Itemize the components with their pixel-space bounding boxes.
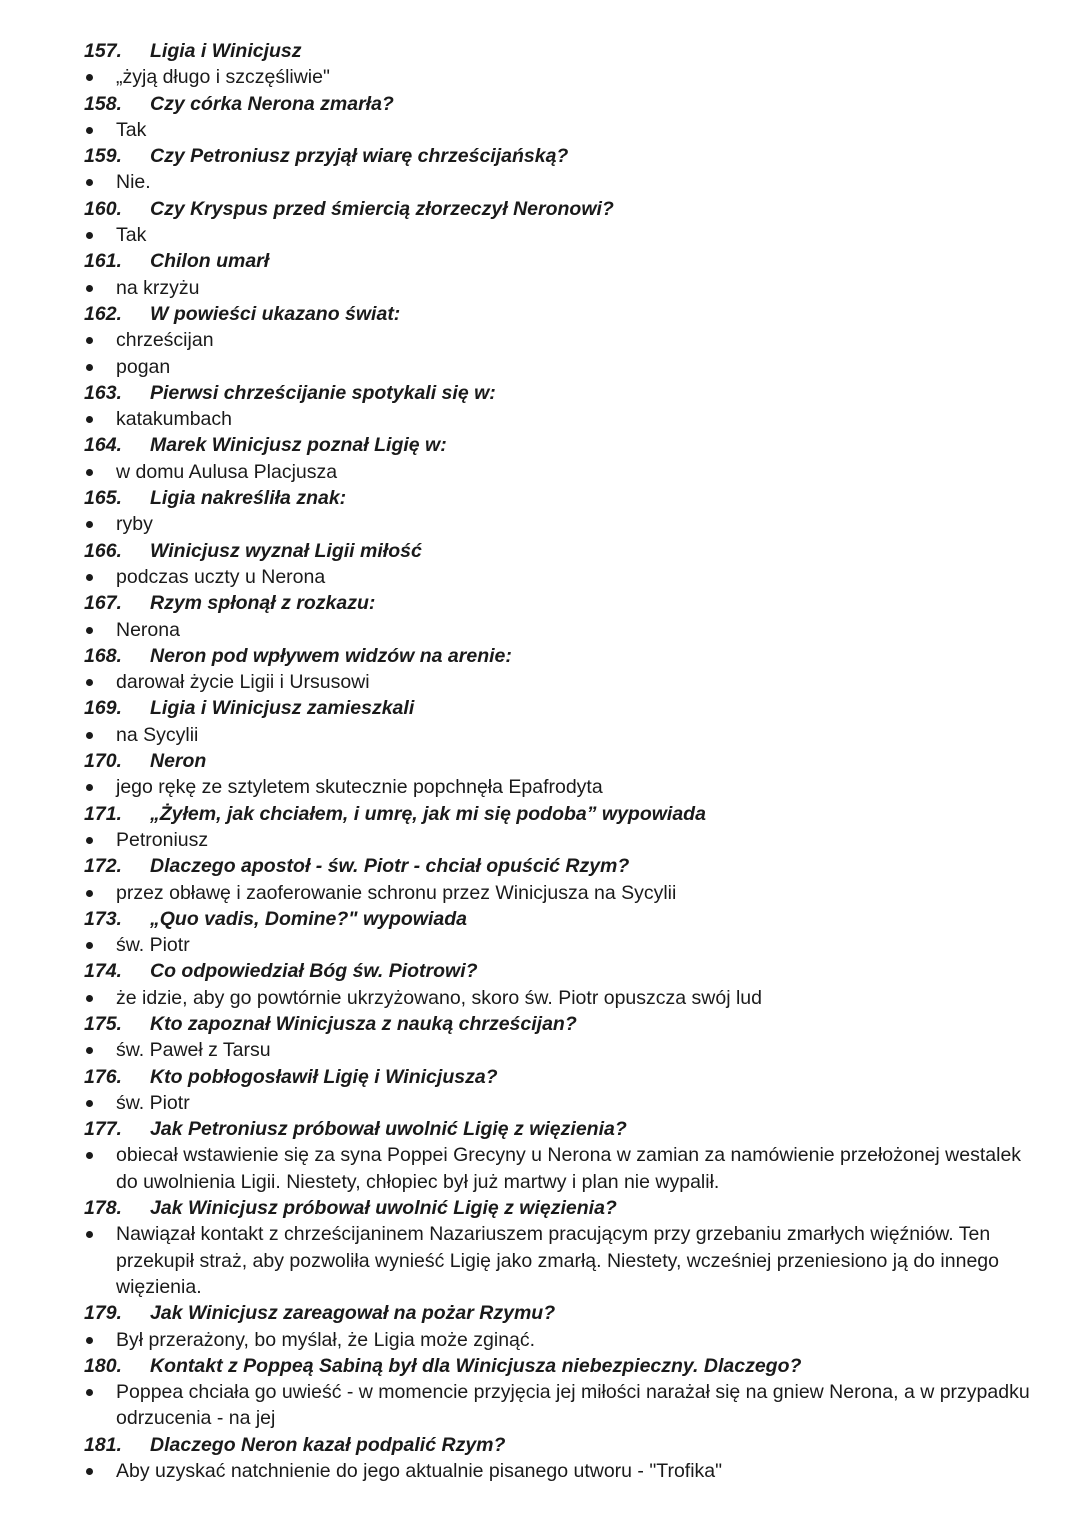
answer-item <box>84 1458 1044 1484</box>
bullet-icon <box>84 275 116 301</box>
bullet-icon <box>84 669 116 695</box>
question-line <box>84 958 1044 984</box>
answer-item <box>84 511 1044 537</box>
answer-text: Nerona <box>116 618 180 641</box>
question-text: Jak Winicjusz próbował uwolnić Ligię z więzienia? <box>150 1197 617 1220</box>
question-text: Co odpowiedział Bóg św. Piotrowi? <box>150 960 478 983</box>
question-text: Jak Petroniusz próbował uwolnić Ligię z więzienia? <box>150 1118 627 1141</box>
answer-item <box>84 932 1044 958</box>
question-number: 174. <box>84 960 122 983</box>
answer-text: św. Paweł z Tarsu <box>116 1039 271 1062</box>
bullet-icon <box>84 774 116 800</box>
answer-item <box>84 1379 1044 1432</box>
question-number: 175. <box>84 1012 122 1035</box>
answer-item <box>84 564 1044 590</box>
bullet-icon <box>84 985 116 1011</box>
question-line <box>84 1195 1044 1221</box>
answer-item <box>84 169 1044 195</box>
question-number: 157. <box>84 40 122 62</box>
question-line <box>84 695 1044 721</box>
answer-item <box>84 827 1044 853</box>
bullet-icon <box>84 406 116 432</box>
question-number: 173. <box>84 907 122 930</box>
question-number: 178. <box>84 1197 122 1220</box>
question-line <box>84 485 1044 511</box>
question-text: Rzym spłonął z rozkazu: <box>150 592 376 615</box>
answer-text: w domu Aulusa Placjusza <box>116 460 338 483</box>
answer-item <box>84 1221 1044 1300</box>
bullet-icon <box>84 932 116 958</box>
answer-text: podczas uczty u Nerona <box>116 565 326 588</box>
answer-text: „żyją długo i szczęśliwie" <box>116 66 330 89</box>
question-text: Jak Winicjusz zareagował na pożar Rzymu? <box>150 1302 556 1325</box>
question-line <box>84 301 1044 327</box>
answer-item <box>84 617 1044 643</box>
question-text: Dlaczego apostoł - św. Piotr - chciał opuścić Rzym? <box>150 855 630 878</box>
bullet-icon <box>84 722 116 748</box>
bullet-icon <box>84 1221 116 1300</box>
question-line <box>84 1064 1044 1090</box>
answer-item <box>84 406 1044 432</box>
answer-text: obiecał wstawienie się za syna Poppei Grecyny u Nerona w zamian za namówienie przełożonej westalek do uwolnienia Ligii. Niestety, chłopiec był już martwy i plan nie wypalił. <box>116 1144 1022 1193</box>
question-number: 168. <box>84 644 122 667</box>
answer-text: na krzyżu <box>116 276 200 299</box>
question-text: Neron <box>150 750 207 773</box>
answer-text: Poppea chciała go uwieść - w momencie przyjęcia jej miłości narażał się na gniew Nerona, a w przypadku odrzucenia - na jej <box>116 1381 1030 1430</box>
question-text: Neron pod wpływem widzów na arenie: <box>150 644 512 667</box>
answer-item <box>84 117 1044 143</box>
question-number: 179. <box>84 1302 122 1325</box>
question-number: 169. <box>84 697 122 720</box>
question-line <box>84 196 1044 222</box>
bullet-icon <box>84 459 116 485</box>
question-text: „Żyłem, jak chciałem, i umrę, jak mi się podoba” wypowiada <box>150 802 706 825</box>
bullet-icon <box>84 354 116 380</box>
question-line <box>84 248 1044 274</box>
answer-text: św. Piotr <box>116 1091 190 1114</box>
question-line <box>84 1353 1044 1379</box>
bullet-icon <box>84 169 116 195</box>
answer-text: Był przerażony, bo myślał, że Ligia może zginąć. <box>116 1328 536 1351</box>
answer-item <box>84 1327 1044 1353</box>
question-line <box>84 853 1044 879</box>
answer-item <box>84 669 1044 695</box>
answer-item <box>84 1142 1044 1195</box>
question-line <box>84 590 1044 616</box>
question-line <box>84 38 1044 64</box>
answer-item <box>84 880 1044 906</box>
question-number: 177. <box>84 1118 122 1141</box>
answer-item <box>84 722 1044 748</box>
question-number: 166. <box>84 539 122 562</box>
answer-text: jego rękę ze sztyletem skutecznie popchnęła Epafrodyta <box>116 776 603 799</box>
answer-text: Nawiązał kontakt z chrześcijaninem Nazariuszem pracującym przy grzebaniu zmarłych więźniów. Ten przekupił straż, aby pozwoliła wynieść Ligię jako zmarłą. Niestety, wcześniej przeniesiono ją do innego więzienia. <box>116 1223 999 1298</box>
bullet-icon <box>84 327 116 353</box>
question-text: Chilon umarł <box>150 250 270 273</box>
bullet-icon <box>84 511 116 537</box>
question-line <box>84 143 1044 169</box>
answer-text: katakumbach <box>116 408 232 431</box>
question-number: 165. <box>84 487 122 510</box>
bullet-icon <box>84 117 116 143</box>
question-number: 170. <box>84 750 122 773</box>
question-number: 158. <box>84 92 122 115</box>
question-line <box>84 1116 1044 1142</box>
question-number: 176. <box>84 1065 122 1088</box>
answer-text: przez obławę i zaoferowanie schronu przez Winicjusza na Sycylii <box>116 881 677 904</box>
question-number: 164. <box>84 434 122 457</box>
answer-text: Aby uzyskać natchnienie do jego aktualnie pisanego utworu - "Trofika" <box>116 1460 723 1483</box>
bullet-icon <box>84 880 116 906</box>
question-text: Ligia nakreśliła znak: <box>150 487 347 510</box>
answer-text: na Sycylii <box>116 723 199 746</box>
answer-text: Petroniusz <box>116 828 209 851</box>
question-number: 181. <box>84 1433 122 1456</box>
answer-item <box>84 1037 1044 1063</box>
bullet-icon <box>84 1327 116 1353</box>
bullet-icon <box>84 1142 116 1195</box>
question-text: Marek Winicjusz poznał Ligię w: <box>150 434 447 457</box>
question-line <box>84 1432 1044 1458</box>
question-number: 171. <box>84 802 122 825</box>
answer-text: św. Piotr <box>116 934 190 957</box>
question-text: Ligia i Winicjusz zamieszkali <box>150 697 415 720</box>
question-line <box>84 1300 1044 1326</box>
bullet-icon <box>84 1458 116 1484</box>
question-line <box>84 906 1044 932</box>
bullet-icon <box>84 827 116 853</box>
answer-text: pogan <box>116 355 171 378</box>
answer-text: ryby <box>116 513 153 536</box>
bullet-icon <box>84 564 116 590</box>
question-number: 167. <box>84 592 122 615</box>
bullet-icon <box>84 617 116 643</box>
bullet-icon <box>84 64 116 90</box>
question-line <box>84 1011 1044 1037</box>
question-number: 161. <box>84 250 122 273</box>
answer-item <box>84 774 1044 800</box>
answer-text: Tak <box>116 224 147 247</box>
bullet-icon <box>84 222 116 248</box>
answer-text: że idzie, aby go powtórnie ukrzyżowano, skoro św. Piotr opuszcza swój lud <box>116 986 762 1009</box>
answer-item <box>84 985 1044 1011</box>
question-line <box>84 643 1044 669</box>
question-text: Pierwsi chrześcijanie spotykali się w: <box>150 381 496 404</box>
answer-text: darował życie Ligii i Ursusowi <box>116 671 370 694</box>
answer-text: Tak <box>116 118 147 141</box>
question-line <box>84 91 1044 117</box>
answer-item <box>84 327 1044 353</box>
question-line <box>84 432 1044 458</box>
answer-item <box>84 64 1044 90</box>
question-line <box>84 748 1044 774</box>
question-text: W powieści ukazano świat: <box>150 302 401 325</box>
question-number: 162. <box>84 302 122 325</box>
answer-text: chrześcijan <box>116 329 214 352</box>
bullet-icon <box>84 1037 116 1063</box>
question-line <box>84 380 1044 406</box>
question-text: Czy córka Nerona zmarła? <box>150 92 394 115</box>
question-text: Dlaczego Neron kazał podpalić Rzym? <box>150 1433 506 1456</box>
question-number: 172. <box>84 855 122 878</box>
question-text: Ligia i Winicjusz <box>150 40 302 62</box>
question-number: 160. <box>84 197 122 220</box>
answer-item <box>84 459 1044 485</box>
question-number: 159. <box>84 145 122 168</box>
answer-item <box>84 275 1044 301</box>
question-text: Czy Petroniusz przyjął wiarę chrześcijańską? <box>150 145 569 168</box>
question-text: „Quo vadis, Domine?" wypowiada <box>150 907 467 930</box>
bullet-icon <box>84 1090 116 1116</box>
question-number: 180. <box>84 1354 122 1377</box>
bullet-icon <box>84 1379 116 1432</box>
question-text: Kto pobłogosławił Ligię i Winicjusza? <box>150 1065 498 1088</box>
question-number: 163. <box>84 381 122 404</box>
question-text: Winicjusz wyznał Ligii miłość <box>150 539 422 562</box>
answer-item <box>84 354 1044 380</box>
question-line <box>84 801 1044 827</box>
answer-item <box>84 1090 1044 1116</box>
answer-text: Nie. <box>116 171 151 194</box>
document-body <box>84 38 1044 1484</box>
question-text: Kontakt z Poppeą Sabiną był dla Winicjusza niebezpieczny. Dlaczego? <box>150 1354 802 1377</box>
question-line <box>84 538 1044 564</box>
question-text: Czy Kryspus przed śmiercią złorzeczył Neronowi? <box>150 197 614 220</box>
answer-item <box>84 222 1044 248</box>
question-text: Kto zapoznał Winicjusza z nauką chrześcijan? <box>150 1012 577 1035</box>
